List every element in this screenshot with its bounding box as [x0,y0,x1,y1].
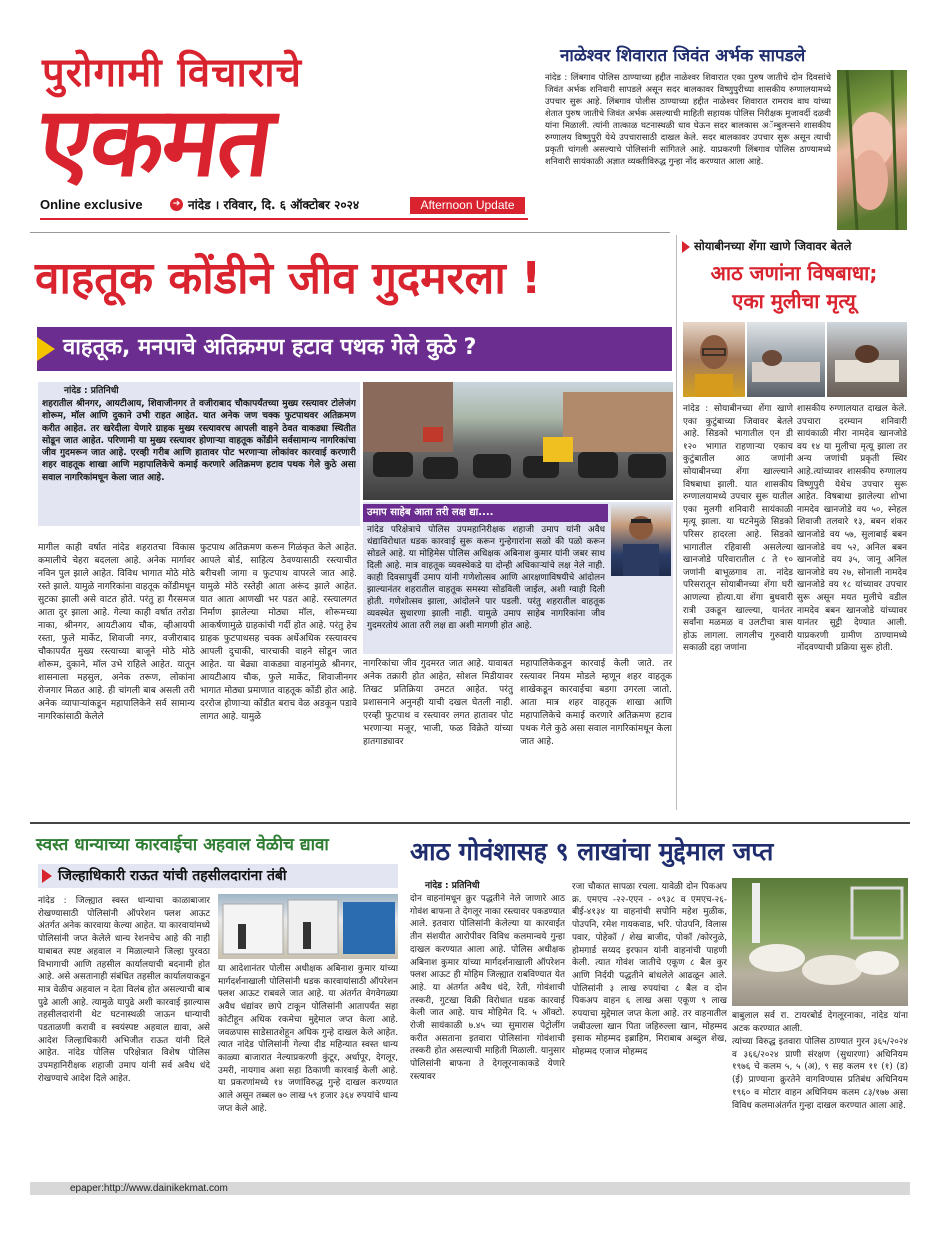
soybean-title-1: आठ जणांना विषबाधा; [710,261,878,285]
grain-story-title: स्वस्त धान्याच्या कारवाईचा अहवाल वेळीच द्यावा [36,835,329,855]
grain-subtitle-bar [38,864,398,888]
umap-box-title: उमाप साहेब आता तरी लक्ष द्या.... [363,504,608,522]
umap-box-text: नांदेड परिक्षेत्राचे पोलिस उपमहानिरीक्षक शहाजी उमाप यांनी अवैध धंद्याविरोधात धडक कारवाई सुरू करून गुन्हेगारांना सळो की पळो करून सोडले आहे. या मोहिमेस पोलिस अधिक्षक अबिनाश कुमार यांनी जबर साथ दिली आहे. मात्र वाहतूक व्यवस्थेकडे या दोन्ही अधिकाऱ्यांचे लक्ष नेले नाही. काही दिवसापुर्वी उमाप यांनी गणेशोत्सव आणि आरक्षणाविषयीचे आंदोलन झाल्यानंतर शहरातील वाहतूक समस्या सोडविली जाईल, अशी ग्वाही दिली होती. गणेशोत्सव झाला, आंदोलने पार पडली. परंतु शहरातील वाहतूक व्यवस्थेत सुधारणा झाली नाही. यामुळे उमाप साहेब नागरिकांना जीव गुदमरतोयं आता तरी लक्ष द्या अशी मागणी होत आहे. [367,525,605,631]
lead-byline: नांदेड : प्रतिनिधी [64,386,119,396]
soybean-kicker: सोयाबीनच्या शेंगा खाणे जिवावर बेतले [694,239,852,253]
masthead-tagline: पुरोगामी विचाराचे [42,50,303,96]
soybean-col-1: नांदेड : सोयाबीनच्या शेंगा खाणे एका कुटुंबाच्या जिवावर बेतले आहे. सिडको भागातील एन डी १२० भागात राहणाऱ्या एकाच कुटुंबातील आठ जणांनी सोयाबीनच्या शेंगा खाल्ल्याने विषबाधा झाली. यात शासकीय रुग्णालयामध्ये उपचार सुरू यातील एका मुलगी शनिवारी सायंकाळी मृत्यू झाला. या घटनेमुळे सिडको परिसर हादरला आहे. सिडको भागातील रहिवासी असलेल्या खानजोडे परिवारातील ८ ते १० जणांनी बाभूळगाव ता. नांदेड परिसरातून सोयाबीनच्या शेंगा घरी आणल्या होत्या.या शेंगा बुधवारी रात्री उकडून खाल्ल्या, यानंतर सर्वांना मळमळ व उलटीचा त्रास होऊ लागला. लागलीच गुरुवारी सकाळी दहा जणांना [683,404,793,654]
cattle-col-1: दोन वाहनांमधून क्रुर पद्धतीने नेले जाणारे आठ गोवंश बाफना ते देगलूर नाका रस्त्यावर पकडण्यात आले. इतवारा पोलिसांनी केलेल्या या कारवाईत तीन संशयीत आरोपीवर विविध कलमान्वये गुन्हा दाखल करण्यात आला आहे. पोलिस अधीक्षक अबिनाश कुमार यांच्या मार्गदर्शनाखाली ऑपरेशन फ्लश आऊट ही मोहिम जिल्ह्यात राबविण्यात येत आहे. या अंतर्गत अवैध धंदे, रेती, गोवंशाची तस्करी, गुटखा विक्री विरोधात धडक कारवाई केली जात आहे. याच मोहिमेत दि. ५ ऑक्टो. रोजी सायंकाळी ७.४५ च्या सुमारास पेट्रोलींग करीत असताना इतवारा पोलिसांना गोवंशाची तस्करी होत असल्याची माहिती मिळाली. यानुसार पोलिसांनी बाफना ते देगलूरनाकाकडे येणारे रस्त्यावर [410,894,565,1082]
triangle-pointer-icon [37,337,55,361]
masthead-rule [40,218,528,220]
main-col-1: मागील काही वर्षात नांदेड शहरातचा विकास कमालीचे चेहरा बदलला आहे. अनेक मार्गावर नविन पुल झाले आहेत. विविध भागात मोठे मोठे रस्ते झाले. यामुळे नागरिकांना वाहतूक कोंडीमधून सुटका झाली असे वाटत होते. परंतु हा गैरसमज आता दुर झाला आहे. गेल्या काही वर्षात तरोडा नाका, श्रीनगर, आयटीआय चौक, व्हीआयपी रस्ता, फुले मार्केट, शिवाजी नगर, वजीराबाद चौकापर्यंत मुख्य रस्त्याच्या बाजूने मोठे मोठे शोरूम, दुकाने, मॉल उभे राहिले आहेत. यातून शासनाला महसुल, अनेक तरूण, लोकांना रोजगार मिळत आहे. ही चांगली बाब असली तरी अनेक व्यापाऱ्यांकडून महापालिकेने सर्व सामान्य नागरिकांसाठी केलेले [38,543,195,722]
cattle-byline: नांदेड : प्रतिनिधी [425,881,480,891]
cattle-col-3-top: बाबुलाल सर्व रा. टायरबोर्ड देगलूरनाका, नांदेड यांना अटक करण्यात आली. [732,1011,908,1034]
cattle-col-2: रजा चौकात सापळा रचला. यावेळी दोन पिकअप क्र. एमएच -२२-एएन - ०९३८ व एमएच-२६-बीई-४१३४ या वाहनांची सपोनि महेश मुळीक, पोउपनि, रमेश गायकवाड, भरि. पोउपनि, विलास पवार, पोहेकॉ / शेख बाजीद, पोकॉ /कोरनुळे, होमगार्ड सय्यद इरफान यांनी वाहनांची पाहणी केली. त्यात गोवंश जातीचे एकूण ८ बैल कुर आणि निर्दयी पद्धतीने बांधलेले आढळून आले. पोलिसांनी ३ लाख रुपयांचा ८ बैल व दोन पिकअप वाहन ६ लाख असा एकूण ९ लाख रुपयाचा मुद्देमाल जप्त केला आहे. तर वाहनातील जबीउल्ला खान पिता जहिरुल्ला खान, मोहम्मद इसाक मोहम्मद इब्राहिम, मिराबाब अब्दुल शेख, मोहम्मद एजाज मोहम्मद [572,882,727,1058]
baby-story-title: नाळेश्वर शिवारात जिवंत अर्भक सापडले [560,46,806,66]
grain-triangle-icon [42,869,52,883]
dateline: नांदेड । रविवार, दि. ६ ऑक्टोबर २०२४ [188,198,360,212]
lead-box [38,382,360,526]
soybean-marker-icon [682,241,690,253]
masthead-logo[interactable]: एकमत [32,86,279,198]
main-col-2: फुटपाथ अतिक्रमण करून गिळंकृत केले आहेत. आपले बोर्ड, साहित्य ठेवण्यासाठी रस्त्याचीत बरीचशी जागा व फुटपाथ वापरले जात आहे. यामुळे मोठे रस्तेही आता अरूंद झाले आहेत. यात आता आणखी भर पडत आहे. रस्त्यालगत निर्माण झालेल्या मोठ्या मॉल, शोरूमच्या आकर्षणामुळे ग्राहकांची गर्दी होत आहे. परंतु हेच ग्राहक फुटपाथसह चक्क अर्धेअधिक रस्त्यावरच आपली दुचाकी, चारचाकी वाहने सोडून जात आहेत. या बेढ्या वाकड्या वाहनांमुळे श्रीनगर, आयटीआय चौक, फुले मार्केट, शिवाजीनगर भागात मोठ्या प्रमाणात वाहतूक कोंडी होत आहे. दररोज होणाऱ्या कोंडीत बराच वेळ अडकून पडावे लागत आहे. यामुळे [200,543,357,722]
main-headline: वाहतूक कोंडीने जीव गुदमरला ! [35,253,542,304]
soybean-title-2: एका मुलीचा मृत्यू [732,289,856,313]
main-subheadline: वाहतूक, मनपाचे अतिक्रमण हटाव पथक गेले कुठे ? [63,335,477,360]
afternoon-update-badge: Afternoon Update [410,197,525,214]
umap-photo [611,504,671,576]
umap-box [363,502,673,654]
main-subheadline-bar [37,327,672,371]
hospital-photo-2 [827,322,907,397]
hospital-photo-1 [747,322,825,397]
baby-story-body: नांदेड : लिंबगाव पोलिस ठाण्याच्या हद्दीत नाळेश्वर शिवारात एका पुरुष जातीचे दोन दिवसांचे जिवंत अर्भक शनिवारी सापडले असून सदर बालकावर विष्णुपुरीच्या शासकीय रुग्णालयामध्ये उपचार सुरू आहे. लिंबगाव पोलीस ठाण्याच्या हद्दीत नाळेश्वर शिवारात रामराव वाघ यांच्या शेतात पुरुष जातीचे जिवंत अर्भक असल्याची माहिती सहायक पोलिस निरीक्षक मुजावर्दी दळवी यांना मिळाली. त्यांनी तात्काळ घटनास्थळी धाव घेऊन सदर बालकास अॅम्बुलन्सने शासकीय रुग्णालय विष्णुपुरी येथे उपचारासाठी दाखल केले. सदर बालकावर उपचार सुरू असून त्याची प्रकृती चांगली असल्याचे पोलिसांनी सांगितले आहे. याप्रकरणी लिंबगाव पोलिस ठाण्यामध्ये शनिवारी सायंकाळी अज्ञात व्यक्तीविरुद्ध गुन्हा नोंद करण्यात आला आहे. [545,73,831,167]
footer-bar [30,1182,910,1195]
bottom-divider [30,822,910,824]
grain-subtitle: जिल्हाधिकारी राऊत यांची तहसीलदारांना तंबी [58,868,287,884]
grain-col-2: या आदेशानंतर पोलीस अधीक्षक अबिनाश कुमार यांच्या मार्गदर्शनाखाली पोलिसांनी धडक कारवायांसाठी ऑपरेशन फ्लश आऊट राबवले जात आहे. या अंतर्गत वेगवेगळ्या अवैध धंद्यांवर छापे टाकून पोलिसांनी आतापर्यंत सहा कोटीहून अधिक रकमेचा मुद्देमाल जप्त केला आहे. जवळपास साडेसातशेहून अधिक गुन्हे दाखल केले आहेत. त्यात नांदेड पोलिसांनी गेल्या दीड महिन्यात स्वस्त धान्य काळ्या बाजारात नेल्याप्रकरणी कुंटूर, अर्धापूर, देगलूर, उमरी, नायगाव अशा सहा ठिकाणी कारवाई केली आहे. या प्रकरणांमध्ये १४ जणांविरुद्ध गुन्हे दाखल करण्यात आले असून तब्बल ७० लाख ५९ हजार ३६४ रुपयांचे धान्य जप्त केले आहे. [218,964,398,1114]
baby-photo [837,70,907,230]
traffic-photo [363,382,673,500]
grain-photo [218,894,398,959]
lead-text: शहरातील श्रीनगर, आयटीआय, शिवाजीनगर ते वजीराबाद चौकापर्यंतच्या मुख्य रस्त्यावर टोलेजंग शोरूम, मॉल आणि दुकाने उभी राहत आहेत. यात अनेक जण चक्क फुटपाथवर अतिक्रमण करीत आहेत. तर खरेदीला येणारे ग्राहक मुख्य रस्त्यावरच आपली वाहने ठेवत वाकड्या स्थितीत सोडून जात आहेत. परिणामी या मुख्य रस्त्यावर होणाऱ्या वाहतूक कोंडीने सर्वसामान्य नागरिकांचा जीव गुदमरून जात आहे. एरव्ही गरीब आणि हातावर पोट भरणाऱ्या लोकांवर कारवाई करणारी शहर वाहतूक शाखा आणि महापालिकेचे कमाई करणारे अतिक्रमण हटाव पथक गेले कुठे असा सवाल नागरिकांमधून केला जात आहे. [42,399,356,483]
arrow-circle-icon: ➔ [170,198,183,211]
main-col-4: महापालिकेकडून कारवाई केली जाते. तर रस्त्यावर नियम मोडले म्हणून शहर वाहतूक शाखेकडून कारवाईचा बडगा उगरला जातो. आता मात्र शहर वाहतूक शाखा आणि महापालिकेचे कमाई करणारे अतिक्रमण हटाव पथक गेले कुठे असा सवाल नागरिकांमधून केला जात आहे. [520,659,672,747]
cattle-story-title: आठ गोवंशासह ९ लाखांचा मुद्देमाल जप्त [410,837,774,866]
soybean-col-2: शासकीय रुग्णालयात दाखल केले. उपचारा दरम्यान शनिवारी सायंकाळी मीरा नामदेव खानजोडे वय १४ या मुलीचा मृत्यू झाला तर अन्य जणांची प्रकृती स्थिर आहे.त्यांच्यावर शासकीय रुग्णालय विष्णुपुरी येथेच उपचार सुरू आहेत. विषबाधा झालेल्या शोभा नामदेव खानजोडे वय ५०, स्नेहल शिवाजी तलवारे १३, बबन शंकर खानजोडे वय ५७, सुलाबाई बबन खानजोडे वय ५२, अनिल बबन खानजोडे वय ३५, जानू अनिल खानजोडे वय २७, सोनाली नामदेव खानजोडे वय १८ यांच्यावर उपचार सुरू असून मयत मुलीचे वडील नामदेव बबन खानजोडे यांच्यावर यानंतर सुट्टी देण्यात आली. याप्रकरणी ग्रामीण ठाण्यामध्ये नोंदवण्याची प्रक्रिया सुरू होती. [797,404,907,654]
cattle-photo [732,878,908,1006]
cattle-col-3: त्यांच्या विरुद्ध इतवारा पोलिस ठाण्यात गुरन ३६५/२०२४ व ३६६/२०२४ प्राणी संरक्षण (सुधारणा) अधिनियम १९७६ चे कलम ५, ५ (अ), ९ सह कलम ११ (१) (ड) (ई) प्राण्याना क्रुरतेने वागविण्यास प्रतिबंध अधिनियम १९६० व मोटार वाहन अधिनियम कलम ८३/१७७ असा विविध कलमाअंतर्गत गुन्हा दाखल करण्यात आला आहे. [732,1037,908,1111]
main-col-3: नागरिकांचा जीव गुदमरत जात आहे. यावाबत अनेक तक्रारी होत आहेत, सोशल मिडीयावर तिखट प्रतिक्रिया उमटत आहेत. परंतु प्रशासनाने अनुनही याची दखल घेतली नाही. एरव्ही फुटपाथ व रस्त्यावर लगत हातावर पोट भरणाऱ्या मजूर, भाजी, फळ विक्रेते यांच्या हातगाड्यावर [363,659,513,747]
epaper-link[interactable]: epaper:http://www.dainikekmat.com [70,1183,228,1194]
girl-photo [683,322,745,397]
grain-col-1: नांदेड : जिल्ह्यात स्वस्त धान्याचा काळाबाजार रोखण्यासाठी पोलिसांनी ऑपरेशन फ्लश आऊट अंतर्गत अनेक कारवाया केल्या आहेत. या कारवायांमध्ये पोलिसांनी जप्त केलेले धान्य रेशनचेच आहे की नाही याबाबत स्पष्ट अहवाल न मिळाल्याने जिल्हा पुरवठा विभागाची आणि तहसील कार्यालयाची बदनामी होत आहे. असे असतानाही संबंधित तहसील कार्यालयाकडून मात्र वेळीच अहवाल न देता विलंब होत असल्याची बाब पुढे आली आहे. त्यामुळे यापुढे अशी कारवाई झाल्यास तहसीलदारांनी थेट घटनास्थळी जाऊन धान्याची पडताळणी करावी व स्वयंस्पष्ट अहवाल द्यावा, असे आदेश जिल्हाधिकारी अभिजीत राऊत यांनी दिले आहेत. नांदेड पोलिस परिक्षेत्रात विशेष पोलिस उपमहानिरीक्षक शहाजी उमाप यांनी सर्व अवैध धंदे रोखण्याचे आदेश दिले आहेत. [38,896,210,1084]
online-exclusive-label: Online exclusive [40,197,143,212]
top-divider [30,232,670,233]
